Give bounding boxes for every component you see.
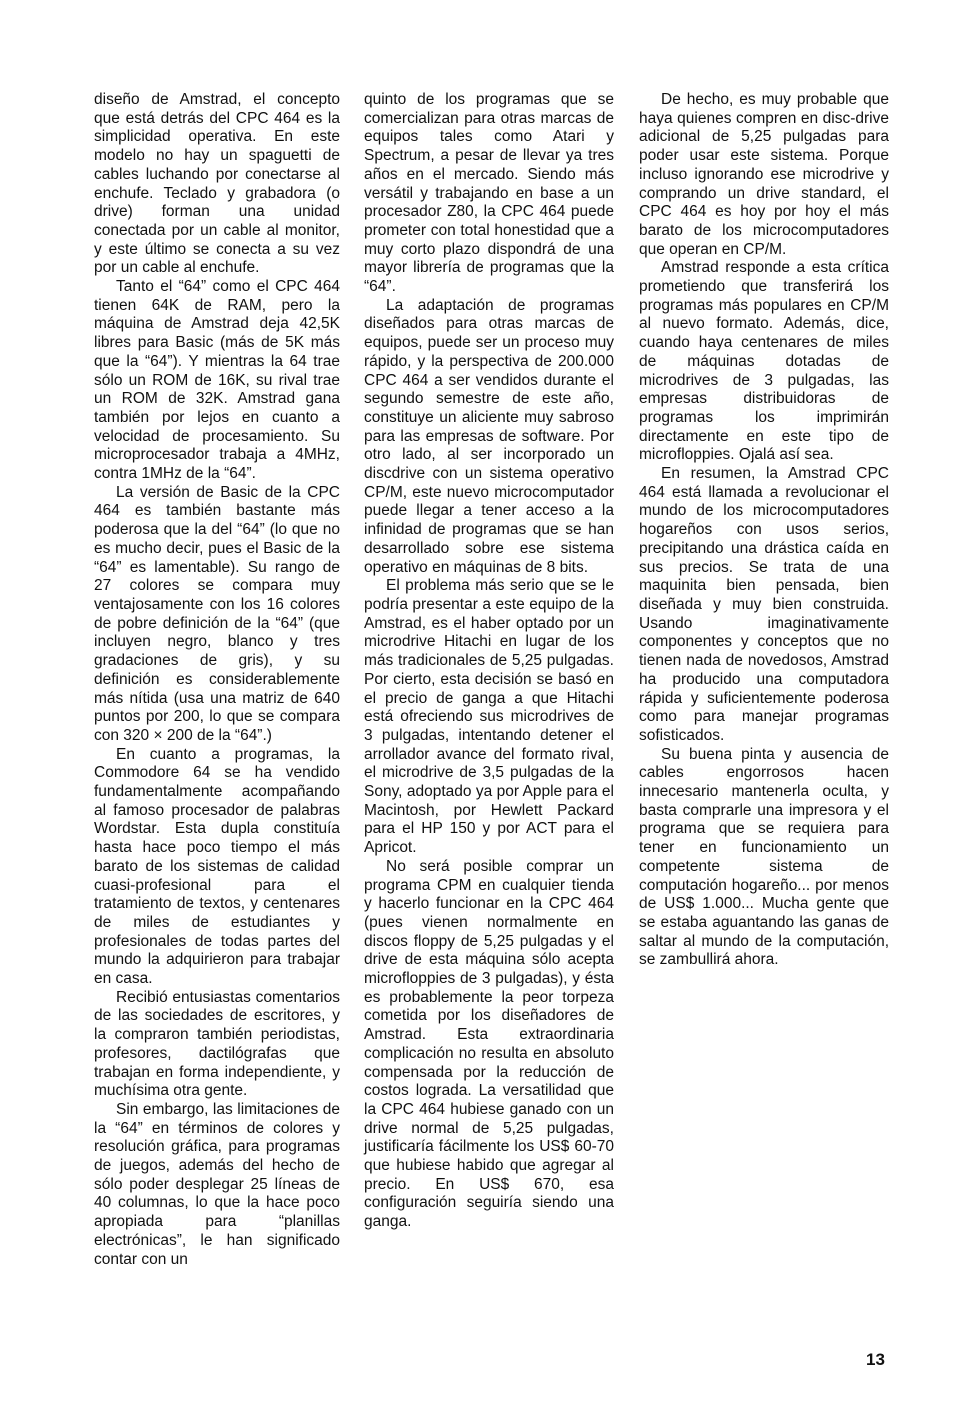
- paragraph: Tanto el “64” como el CPC 464 tienen 64K de RAM, pero la máquina de Amstrad deja 42,5K libres para Basic (más de 5K más que la “64”). Y mientras la 64 trae sólo un ROM de 16K, su rival trae un ROM de 32K. Amstrad gana también por lejos en cuanto a velocidad de procesamiento. Su microprocesador trabaja a 4MHz, contra 1MHz de la “64”.: [94, 278, 340, 483]
- paragraph: Recibió entusiastas comentarios de las sociedades de escritores, y la compraron también periodistas, profesores, dactilógrafas que trabajan en forma independiente, y muchísima otra gente.: [94, 988, 340, 1100]
- paragraph: En resumen, la Amstrad CPC 464 está llamada a revolucionar el mundo de los microcomputadores hogareños con usos serios, precipitando una drástica caída en sus precios. Se trata de una maquinita bien pensada, bien diseñada y muy bien construida. Usando imaginativamente componentes y conceptos que no tienen nada de novedosos, Amstrad ha producido una computadora rápida y suficientemente poderosa como para manejar programas sofisticados.: [639, 465, 889, 744]
- paragraph: No será posible comprar un programa CPM en cualquier tienda y hacerlo funcionar en la CPC 464 (pues vienen normalmente en discos floppy de 5,25 pulgadas y el drive de esta máquina sólo acepta microfloppies de 3 pulgadas), y ésta es probablemente la peor torpeza cometida por los diseñadores de Amstrad. Esta extraordinaria complicación no resulta en absoluto compensada por la reducción de costos lograda. La versatilidad que la CPC 464 hubiese ganado con un drive normal de 5,25 pulgadas, justificaría fácilmente los US$ 60-70 que hubiese habido que agregar al precio. En US$ 670, esa configuración seguiría siendo una ganga.: [364, 857, 614, 1231]
- paragraph: diseño de Amstrad, el concepto que está detrás del CPC 464 es la simplicidad operativa. En este modelo no hay un spaguetti de cables luchando por conectarse al enchufe. Teclado y grabadora (o drive) forman una unidad conectada por un cable al monitor, y este último se conecta a su vez por un cable al enchufe.: [94, 91, 340, 277]
- paragraph: En cuanto a programas, la Commodore 64 se ha vendido fundamentalmente acompañando al famoso procesador de palabras Wordstar. Esta dupla constituía hasta hace poco tiempo el más barato de los sistemas de calidad cuasi-profesional para el tratamiento de textos, y centenares de miles de estudiantes y profesionales de todas partes del mundo la adquirieron para trabajar en casa.: [94, 745, 340, 988]
- page-number: 13: [866, 1350, 885, 1369]
- paragraph: La versión de Basic de la CPC 464 es también bastante más poderosa que la del “64” (lo que no es mucho decir, pues el Basic de la “64” es lamentable). Su rango de 27 colores se compara muy ventajosamente con los 16 colores de pobre definición de la “64” (que incluyen negro, blanco y tres gradaciones de gris), y su definición es considerablemente más nítida (usa una matriz de 640 puntos por 200, lo que se compara con 320 × 200 de la “64”.): [94, 483, 340, 744]
- paragraph: La adaptación de programas diseñados para otras marcas de equipos, puede ser un proceso muy rápido, y la perspectiva de 200.000 CPC 464 a ser vendidos durante el segundo semestre de este año, constituye un aliciente muy sabroso para las empresas de software. Por otro lado, al ser incorporado un discdrive con un sistema operativo CP/M, este nuevo microcomputador puede llegar a tener acceso a la infinidad de programas que se han desarrollado sobre ese sistema operativo en máquinas de 8 bits.: [364, 296, 614, 576]
- paragraph: El problema más serio que se le podría presentar a este equipo de la Amstrad, es el haber optado por un microdrive Hitachi en lugar de los más tradicionales de 5,25 pulgadas. Por cierto, esta decisión se basó en el precio de ganga a que Hitachi está ofreciendo sus microdrives de 3 pulgadas, intentando detener el arrollador avance del formato rival, el microdrive de 3,5 pulgadas de la Sony, adoptado ya por Apple para el Macintosh, por Hewlett Packard para el HP 150 y por ACT para el Apricot.: [364, 577, 614, 857]
- paragraph: Su buena pinta y ausencia de cables engorrosos hacen innecesario mantenerla oculta, y basta comprarle una impresora y el programa que se requiera para tener en funcionamiento un competente sistema de computación hogareño... por menos de US$ 1.000... Mucha gente que se estaba aguantando las ganas de saltar al mundo de la computación, se zambullirá ahora.: [639, 745, 889, 969]
- paragraph: Sin embargo, las limitaciones de la “64” en términos de colores y resolución gráfica, para programas de juegos, además del hecho de sólo poder desplegar 25 líneas de 40 columnas, lo que la hace poco apropiada para “planillas electrónicas”, le han significado contar con un: [94, 1100, 340, 1268]
- paragraph: quinto de los programas que se comercializan para otras marcas de equipos tales como Atari y Spectrum, a pesar de llevar ya tres años en el mercado. Siendo más versátil y trabajando en base a un procesador Z80, la CPC 464 puede prometer con total honestidad que a muy corto plazo dispondrá de una mayor librería de programas que la “64”.: [364, 91, 614, 296]
- paragraph: Amstrad responde a esta crítica prometiendo que transferirá los programas más populares en CP/M al nuevo formato. Además, dice, cuando haya centenares de miles de máquinas dotadas de microdrives de 3 pulgadas, las empresas distribuidoras de programas los imprimirán directamente en este tipo de microfloppies. Ojalá así sea.: [639, 259, 889, 464]
- text-column-1: [94, 91, 340, 1269]
- text-column-2: [364, 91, 614, 1232]
- paragraph: De hecho, es muy probable que haya quienes compren en disc-drive adicional de 5,25 pulgadas para poder usar este sistema. Porque incluso ignorando ese microdrive y comprando un drive standard, el CPC 464 es hoy por hoy el más barato de los microcomputadores que operan en CP/M.: [639, 91, 889, 258]
- text-column-3: [639, 91, 889, 970]
